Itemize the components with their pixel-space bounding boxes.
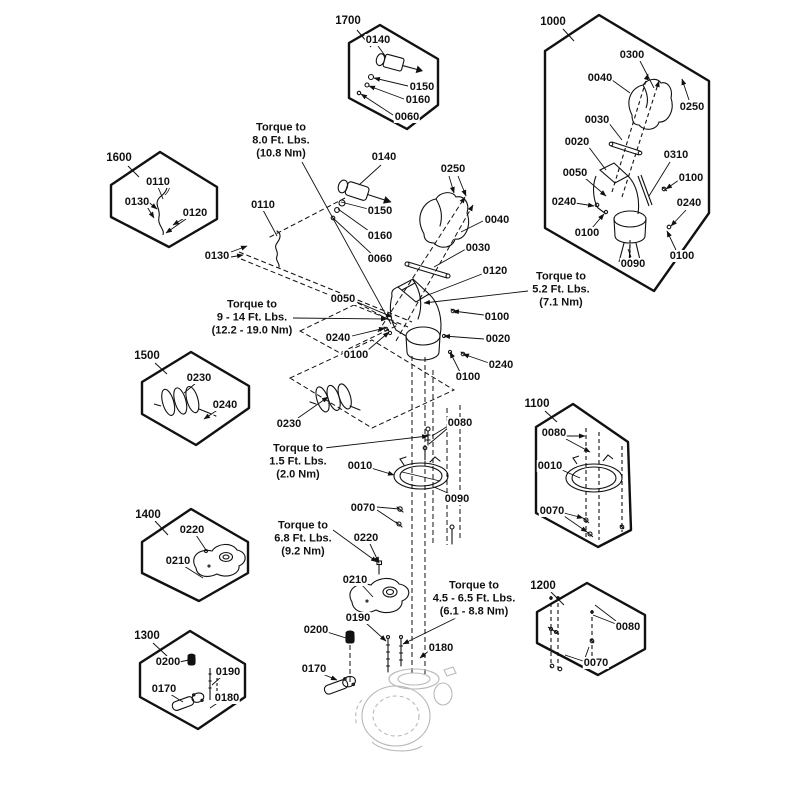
torque-note-line: (12.2 - 19.0 Nm) — [211, 324, 293, 337]
part-number-label: 0160 — [405, 94, 431, 106]
part-number-label: 0110 — [146, 176, 170, 188]
part-number-label: 0030 — [465, 242, 491, 254]
part-number-label: 0170 — [301, 663, 327, 675]
part-number-label: 0120 — [482, 265, 508, 277]
part-number-label: 0040 — [587, 72, 613, 84]
part-number-label: 0100 — [678, 172, 704, 184]
callout-id-label-1600: 1600 — [106, 152, 132, 164]
part-number-label: 0080 — [615, 621, 641, 633]
leader-lines — [146, 46, 689, 708]
hex1500-drawing — [154, 381, 218, 420]
part-number-label: 0010 — [537, 460, 563, 472]
part-number-label: 0080 — [541, 427, 567, 439]
part-number-label: 0130 — [204, 250, 230, 262]
torque-note-line: 6.8 Ft. Lbs. — [274, 532, 332, 545]
part-number-label: 0200 — [155, 656, 181, 668]
torque-note-line: (10.8 Nm) — [256, 147, 306, 160]
torque-note-line: 8.0 Ft. Lbs. — [252, 134, 310, 147]
part-number-label: 0060 — [367, 253, 393, 265]
part-number-label: 0020 — [485, 333, 511, 345]
part-number-label: 0020 — [564, 136, 590, 148]
torque-note-line: 1.5 Ft. Lbs. — [269, 455, 327, 468]
part-number-label: 0180 — [428, 642, 454, 654]
part-number-label: 0050 — [562, 167, 588, 179]
ghost-housing — [356, 667, 456, 751]
torque-note-line: 9 - 14 Ft. Lbs. — [216, 311, 288, 324]
part-number-label: 0220 — [353, 532, 379, 544]
torque-note-line: (2.0 Nm) — [276, 468, 320, 481]
part-number-label: 0100 — [455, 371, 481, 383]
part-number-label: 0240 — [551, 196, 577, 208]
torque-note-line: 5.2 Ft. Lbs. — [532, 283, 590, 296]
part-number-label: 0150 — [409, 81, 435, 93]
part-number-label: 0190 — [215, 666, 241, 678]
part-number-label: 0240 — [488, 359, 514, 371]
part-number-label: 0240 — [212, 399, 238, 411]
part-number-label: 0010 — [347, 460, 373, 472]
part-number-label: 0200 — [303, 624, 329, 636]
part-number-label: 0100 — [574, 227, 600, 239]
torque-note — [212, 299, 293, 338]
torque-note — [274, 520, 331, 559]
torque-note-line: 4.5 - 6.5 Ft. Lbs. — [432, 592, 516, 605]
part-number-label: 0310 — [663, 149, 689, 161]
callout-id-label-1700: 1700 — [335, 15, 361, 27]
torque-note — [269, 443, 326, 482]
torque-note — [433, 580, 516, 619]
torque-note-line: Torque to — [273, 442, 323, 455]
part-number-label: 0100 — [343, 349, 369, 361]
part-number-label: 0240 — [676, 197, 702, 209]
part-number-label: 0090 — [620, 258, 646, 270]
part-number-label: 0080 — [447, 417, 473, 429]
part-number-label: 0220 — [179, 524, 205, 536]
part-number-label: 0140 — [371, 151, 397, 163]
torque-note-line: Torque to — [227, 298, 277, 311]
callout-id-label-1200: 1200 — [530, 580, 556, 592]
torque-note-line: (6.1 - 8.8 Nm) — [439, 605, 509, 618]
part-number-label: 0230 — [276, 418, 302, 430]
part-number-label: 0100 — [669, 250, 695, 262]
part-number-label: 0120 — [182, 207, 208, 219]
hex1000-drawing — [594, 74, 673, 266]
hex1400-drawing — [194, 544, 245, 576]
callout-id-label-1100: 1100 — [524, 398, 550, 410]
callout-hex-1100 — [536, 404, 631, 547]
torque-note-line: Torque to — [536, 270, 586, 283]
part-number-label: 0230 — [186, 372, 212, 384]
part-number-label: 0070 — [350, 502, 376, 514]
part-number-label: 0250 — [679, 101, 705, 113]
torque-note-line: (9.2 Nm) — [281, 545, 325, 558]
torque-note-line: Torque to — [449, 579, 499, 592]
part-number-label: 0170 — [151, 683, 177, 695]
spring-part — [313, 379, 354, 418]
part-number-label: 0030 — [584, 114, 610, 126]
callout-id-label-1300: 1300 — [134, 630, 160, 642]
part-number-label: 0300 — [619, 49, 645, 61]
callout-id-label-1400: 1400 — [135, 509, 161, 521]
callout-id-label-1000: 1000 — [540, 16, 566, 28]
part-number-label: 0070 — [583, 657, 609, 669]
part-number-label: 0210 — [342, 574, 368, 586]
part-number-label: 0210 — [165, 555, 191, 567]
part-number-label: 0100 — [484, 311, 510, 323]
part-number-label: 0240 — [325, 332, 351, 344]
part-number-label: 0190 — [345, 612, 371, 624]
part-number-label: 0140 — [365, 34, 391, 46]
elbow-fitting — [323, 675, 357, 696]
part-number-label: 0250 — [440, 163, 466, 175]
torque-note-line: Torque to — [256, 121, 306, 134]
callout-id-label-1500: 1500 — [134, 350, 160, 362]
part-number-label: 0180 — [214, 692, 240, 704]
torque-note-line: Torque to — [278, 519, 328, 532]
part-number-label: 0060 — [394, 111, 420, 123]
part-number-label: 0070 — [539, 505, 565, 517]
part-number-label: 0160 — [367, 230, 393, 242]
part-number-label: 0040 — [484, 214, 510, 226]
torque-note — [252, 122, 309, 161]
torque-note-line: (7.1 Nm) — [539, 296, 583, 309]
part-number-label: 0050 — [330, 293, 356, 305]
part-number-label: 0150 — [367, 205, 393, 217]
torque-note — [532, 271, 589, 310]
part-number-label: 0110 — [251, 199, 275, 211]
part-number-label: 0090 — [444, 493, 470, 505]
part-number-label: 0130 — [124, 196, 150, 208]
